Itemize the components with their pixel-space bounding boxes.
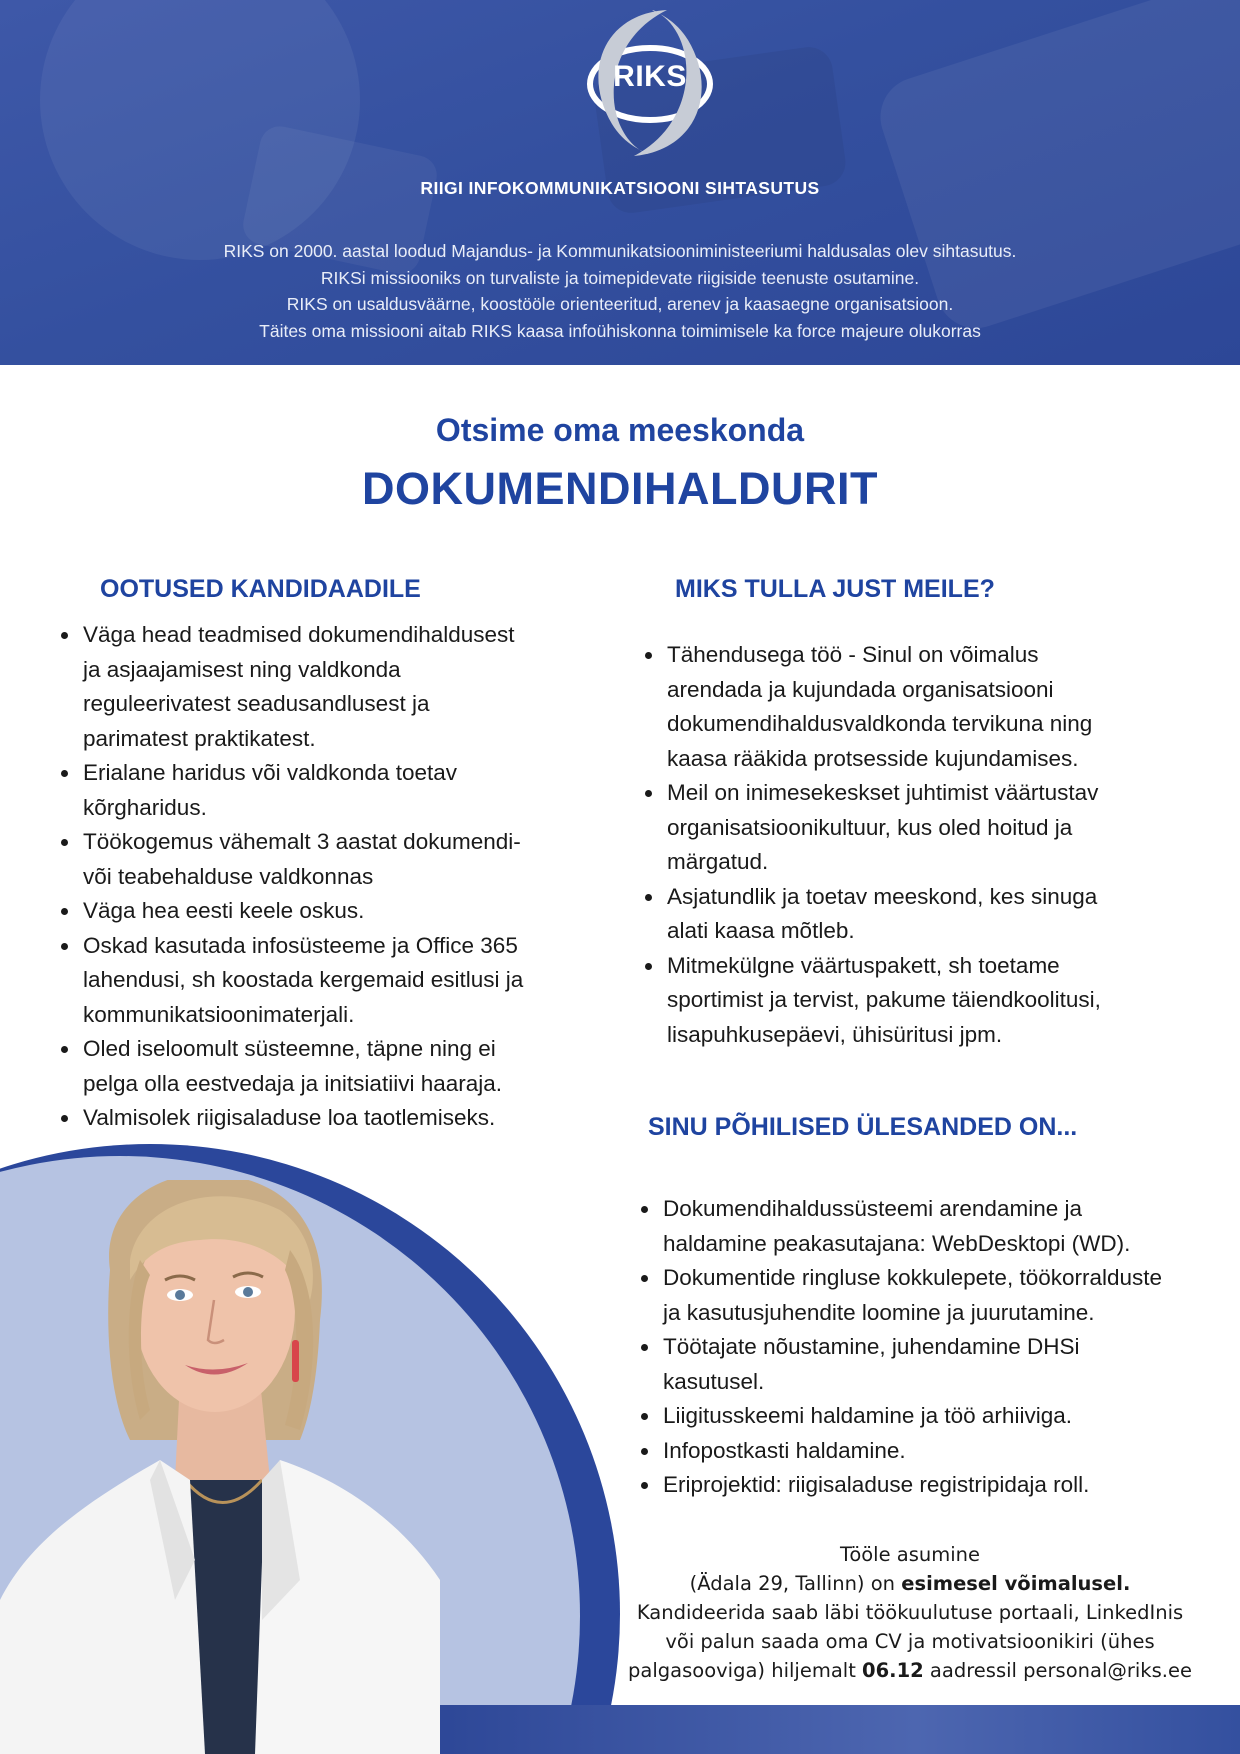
location-text: (Ädala 29, Tallinn) on [689, 1572, 902, 1595]
list-item-line: alati kaasa mõtleb. [667, 918, 855, 943]
list-item-line: Infopostkasti haldamine. [663, 1437, 906, 1463]
list-item-line: parimatest praktikatest. [83, 725, 316, 751]
riks-logo [572, 4, 728, 160]
intro-line: RIKSi missiooniks on turvaliste ja toimepidevate riigiside teenuste osutamine. [320, 267, 920, 288]
list-item-line: Valmisolek riigisaladuse loa taotlemiseks. [83, 1105, 496, 1130]
list-item-line: Meil on inimesekeskset juhtimist väärtustav [667, 780, 1099, 805]
intro-line: RIKS on 2000. aastal loodud Majandus- ja Kommunikatsiooniministeeriumi haldusalas olev sihtasutus. [223, 241, 1017, 261]
tasks-list [640, 1192, 1240, 1503]
bottom-banner-strip [430, 1705, 1240, 1754]
list-item [60, 825, 580, 894]
list-item [640, 1192, 1240, 1261]
list-item-line: kõrgharidus. [83, 794, 207, 820]
logo-text: RIKS [613, 60, 687, 93]
why-us-list [644, 638, 1234, 1052]
start-info: Tööle asumine [839, 1543, 981, 1566]
deadline-date: 06.12 [862, 1659, 924, 1682]
location-info [580, 1569, 1240, 1598]
contact-email[interactable]: aadressil personal@riks.ee [923, 1659, 1192, 1682]
list-item [644, 949, 1234, 1053]
list-item [640, 1261, 1240, 1330]
deadline-info [580, 1656, 1240, 1685]
employee-photo [0, 1180, 500, 1754]
page-subtitle: Otsime oma meeskonda [435, 412, 805, 448]
tasks-heading: SINU PÕHILISED ÜLESANDED ON... [648, 1113, 1078, 1141]
list-item-line: kommunikatsioonimaterjali. [83, 1001, 355, 1027]
list-item-line: Asjatundlik ja toetav meeskond, kes sinuga [667, 883, 1098, 909]
list-item-line: lahendusi, sh koostada kergemaid esitlusi ja [83, 967, 524, 992]
list-item [640, 1399, 1240, 1434]
list-item-line: lisapuhkusepäevi, ühisüritusi jpm. [667, 1021, 1003, 1047]
list-item-line: Dokumendihaldussüsteemi arendamine ja [663, 1196, 1082, 1221]
application-info [580, 1540, 1240, 1685]
deadline-text: palgasooviga) hiljemalt [628, 1659, 863, 1682]
list-item-line: Töökogemus vähemalt 3 aastat dokumendi- [83, 829, 521, 854]
employee-portrait-icon [0, 1180, 500, 1754]
list-item [640, 1330, 1240, 1399]
expectations-heading: OOTUSED KANDIDAADILE [100, 575, 421, 603]
list-item-line: Liigitusskeemi haldamine ja töö arhiiviga. [663, 1403, 1072, 1428]
list-item [60, 894, 580, 929]
expectations-list [60, 618, 580, 1136]
intro-line: RIKS on usaldusväärne, koostööle orienteeritud, arenev ja kaasaegne organisatsioon. [286, 294, 954, 314]
list-item-line: Erialane haridus või valdkonda toetav [83, 760, 457, 785]
page-title: DOKUMENDIHALDURIT [362, 463, 878, 514]
list-item-line: dokumendihaldusvaldkonda tervikuna ning [667, 711, 1093, 736]
list-item-line: haldamine peakasutajana: WebDesktopi (WD). [663, 1230, 1131, 1256]
organization-intro [0, 238, 1240, 344]
list-item-line: ja kasutusjuhendite loomine ja juurutamine. [663, 1299, 1095, 1325]
list-item-line: ja asjaajamisest ning valdkonda [83, 656, 401, 682]
list-item-line: kasutusel. [663, 1368, 765, 1394]
list-item-line: sportimist ja tervist, pakume täiendkoolitusi, [667, 987, 1101, 1012]
list-item [640, 1434, 1240, 1469]
list-item [644, 776, 1234, 880]
list-item-line: arendada ja kujundada organisatsiooni [667, 676, 1054, 702]
application-instructions: või palun saada oma CV ja motivatsioonikiri (ühes [665, 1630, 1155, 1653]
list-item-line: reguleerivatest seadusandlusest ja [83, 691, 430, 716]
list-item [60, 1101, 580, 1136]
list-item-line: Mitmekülgne väärtuspakett, sh toetame [667, 952, 1060, 978]
intro-line: Täites oma missiooni aitab RIKS kaasa infoühiskonna toimimisele ka force majeure olukorras [259, 320, 981, 341]
list-item-line: või teabehalduse valdkonnas [83, 863, 374, 889]
list-item-line: Eriprojektid: riigisaladuse registripidaja roll. [663, 1472, 1090, 1497]
header-banner [0, 0, 1240, 365]
list-item-line: Töötajate nõustamine, juhendamine DHSi [663, 1334, 1080, 1359]
list-item-line: Dokumentide ringluse kokkulepete, töökorralduste [663, 1265, 1163, 1290]
list-item-line: märgatud. [667, 849, 769, 874]
list-item-line: pelga olla eestvedaja ja initsiatiivi haaraja. [83, 1070, 503, 1096]
list-item [60, 756, 580, 825]
list-item-line: Väga head teadmised dokumendihaldusest [83, 622, 515, 647]
list-item [644, 638, 1234, 776]
list-item-line: kaasa rääkida protsesside kujundamises. [667, 745, 1079, 771]
list-item [640, 1468, 1240, 1503]
list-item-line: Oled iseloomult süsteemne, täpne ning ei [83, 1036, 496, 1061]
list-item [60, 929, 580, 1033]
application-channels: Kandideerida saab läbi töökuulutuse portaali, LinkedInis [636, 1601, 1184, 1624]
list-item [60, 618, 580, 756]
list-item-line: Tähendusega töö - Sinul on võimalus [667, 642, 1039, 667]
start-date-emphasis: esimesel võimalusel. [901, 1572, 1131, 1595]
list-item [644, 880, 1234, 949]
list-item [60, 1032, 580, 1101]
organization-name: RIIGI INFOKOMMUNIKATSIOONI SIHTASUTUS [420, 178, 820, 198]
list-item-line: Väga hea eesti keele oskus. [83, 898, 365, 923]
list-item-line: Oskad kasutada infosüsteeme ja Office 365 [83, 932, 518, 958]
why-us-heading: MIKS TULLA JUST MEILE? [675, 575, 995, 603]
list-item-line: organisatsioonikultuur, kus oled hoitud ja [667, 814, 1073, 840]
